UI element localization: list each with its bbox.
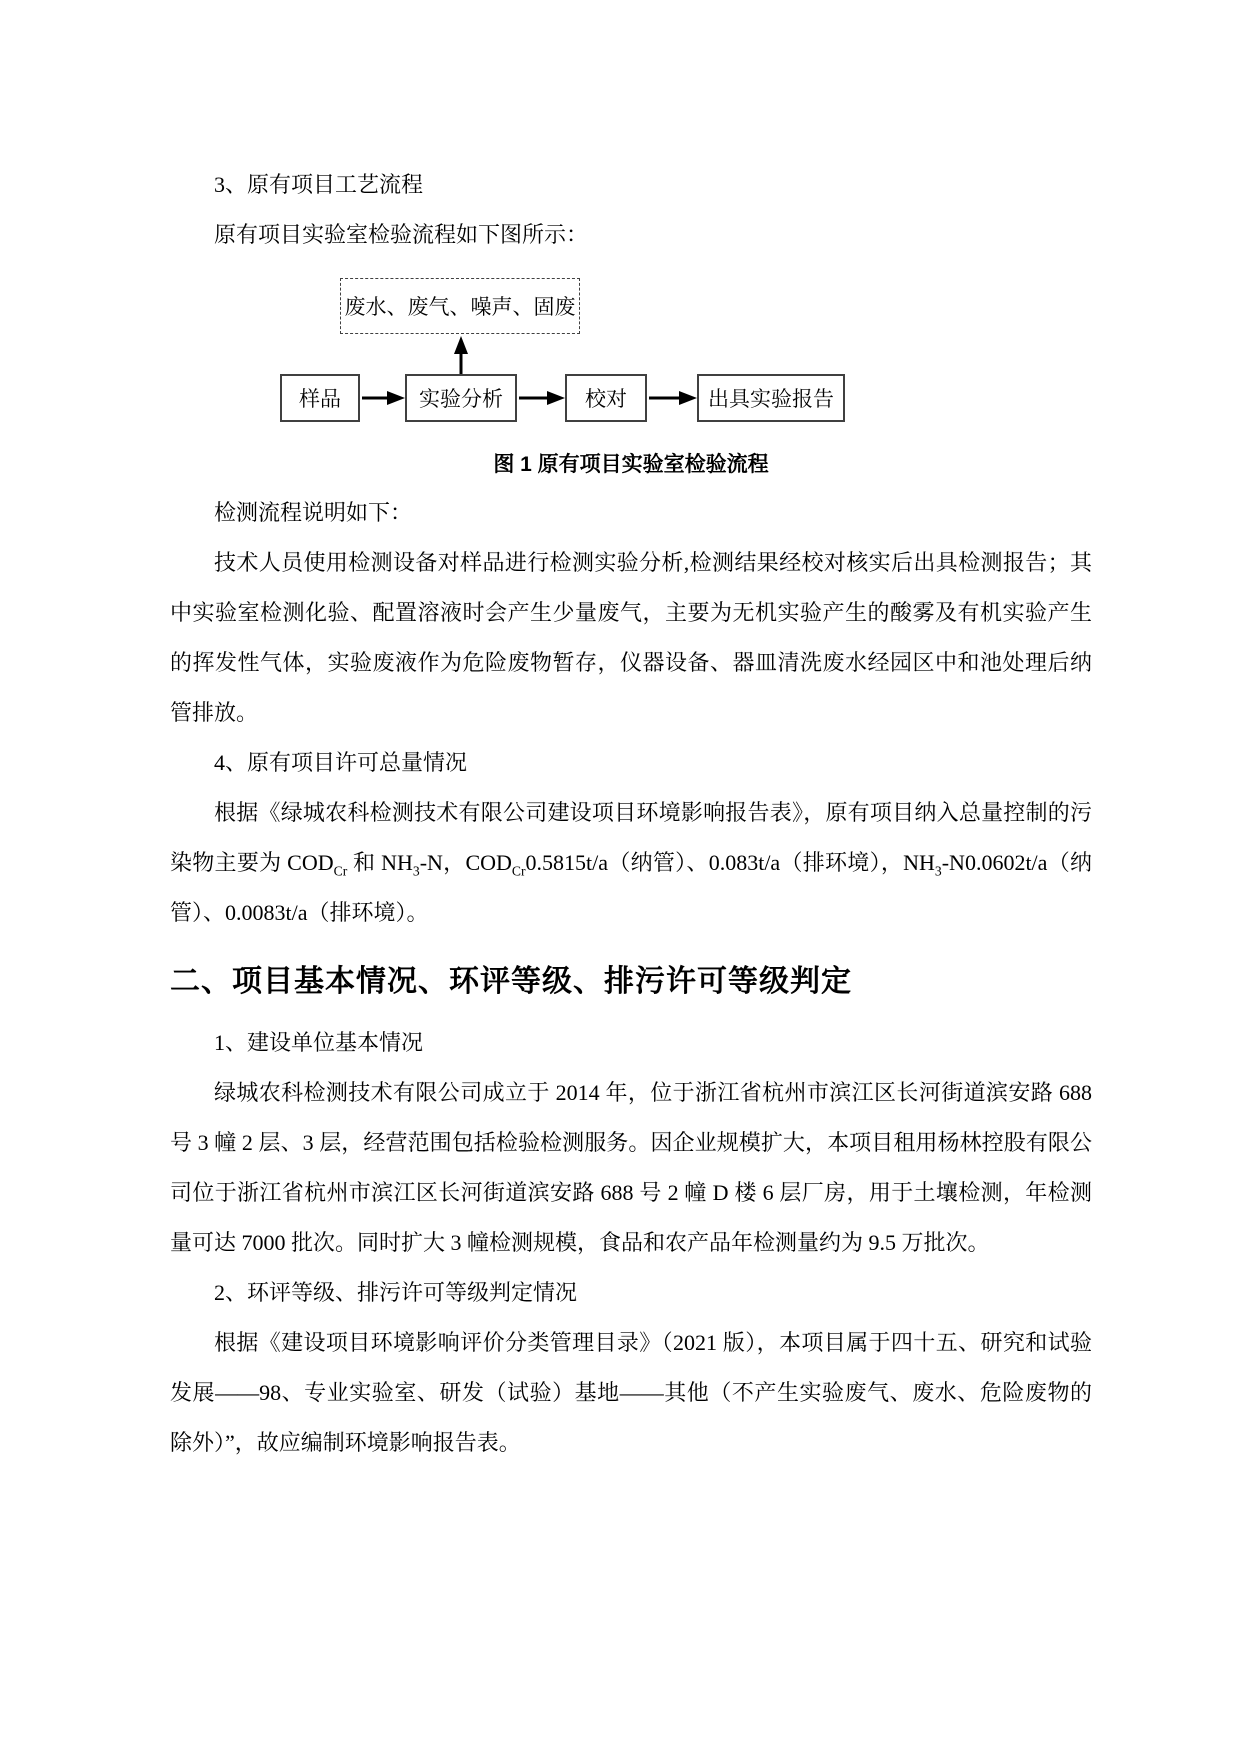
text-run: 和 NH xyxy=(347,850,413,875)
flow-desc-title: 检测流程说明如下： xyxy=(214,500,413,525)
arrow-right-icon xyxy=(649,391,697,405)
subsection2-title: 2、环评等级、排污许可等级判定情况 xyxy=(214,1280,578,1305)
flowchart-waste-box: 废水、废气、噪声、固废 xyxy=(340,278,580,334)
flowchart-step-sample: 样品 xyxy=(280,374,360,422)
section4-title: 4、原有项目许可总量情况 xyxy=(214,750,468,775)
arrow-right-icon xyxy=(519,391,565,405)
text-run: -N0.0602t/a（纳管）、0.0083t/a（排环境）。 xyxy=(170,850,1092,925)
section2-heading: 二、项目基本情况、环评等级、排污许可等级判定 xyxy=(170,965,852,998)
flow-desc-paragraph: 技术人员使用检测设备对样品进行检测实验分析,检测结果经校对核实后出具检测报告；其中实验室检测化验、配置溶液时会产生少量废气，主要为无机实验产生的酸雾及有机实验产生的挥发性气体，实验废液作为危险废物暂存，仪器设备、器皿清洗废水经园区中和池处理后纳管排放。 xyxy=(170,550,1092,725)
arrow-right-icon xyxy=(362,391,405,405)
flowchart-step-analysis: 实验分析 xyxy=(405,374,517,422)
subsection1-title: 1、建设单位基本情况 xyxy=(214,1030,424,1055)
arrow-up-icon xyxy=(454,336,468,374)
section3-intro: 原有项目实验室检验流程如下图所示： xyxy=(214,222,589,247)
figure-caption: 图 1 原有项目实验室检验流程 xyxy=(493,453,769,476)
subsection1-paragraph: 绿城农科检测技术有限公司成立于 2014 年，位于浙江省杭州市滨江区长河街道滨安路 688 号 3 幢 2 层、3 层，经营范围包括检验检测服务。因企业规模扩大，本项目租用杨林控股有限公司位于浙江省杭州市滨江区长河街道滨安路 688 号 2 幢 D 楼 6 层厂房，用于土壤检测，年检测量可达 7000 批次。同时扩大 3 幢检测规模，食品和农产品年检测量约为 9.5 万批次。 xyxy=(170,1080,1092,1255)
subsection2-paragraph: 根据《建设项目环境影响评价分类管理目录》（2021 版），本项目属于四十五、研究和试验发展——98、专业实验室、研发（试验）基地——其他（不产生实验废气、废水、危险废物的除外）”，故应编制环境影响报告表。 xyxy=(170,1330,1092,1455)
subscript-text: 3 xyxy=(934,863,942,879)
flowchart-step-report: 出具实验报告 xyxy=(697,374,845,422)
text-run: -N，COD xyxy=(419,850,512,875)
process-flowchart xyxy=(170,278,1092,430)
document-content xyxy=(170,160,1092,1468)
subscript-text: Cr xyxy=(511,863,526,879)
section4-paragraph xyxy=(170,788,1092,938)
flowchart-step-check: 校对 xyxy=(565,374,647,422)
text-run: 根据《绿城农科检测技术有限公司建设项目环境影响报告表》，原有项目纳入总量控制的污染物主要为 COD xyxy=(170,800,1092,875)
subscript-text: Cr xyxy=(333,863,348,879)
section3-title: 3、原有项目工艺流程 xyxy=(214,172,424,197)
subscript-text: 3 xyxy=(412,863,420,879)
text-run: 0.5815t/a（纳管）、0.083t/a（排环境），NH xyxy=(525,850,935,875)
